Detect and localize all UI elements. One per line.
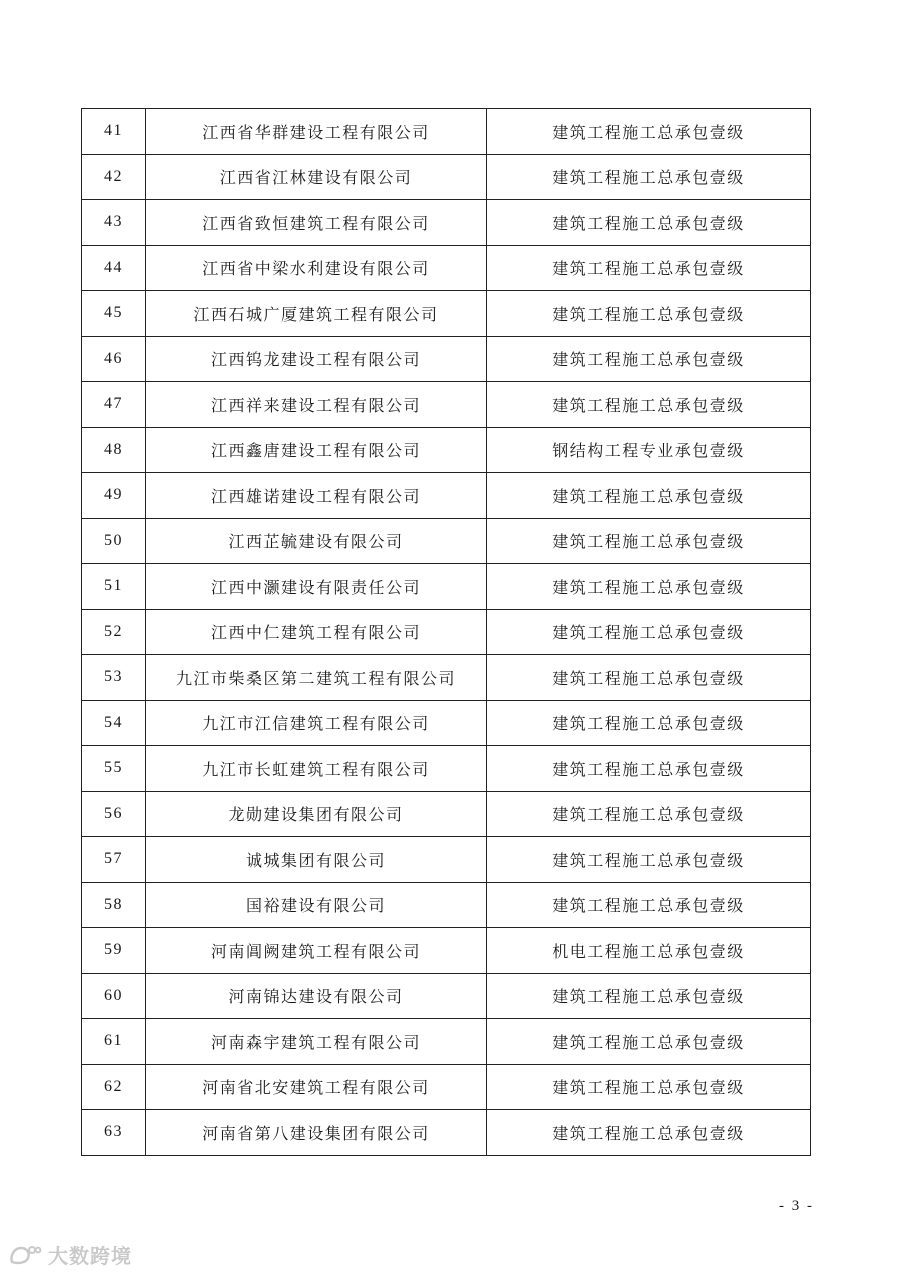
row-number: 47 [82,382,146,428]
company-name: 江西省华群建设工程有限公司 [146,109,487,155]
table-row [82,291,811,337]
table-row [82,245,811,291]
company-name: 江西芷毓建设有限公司 [146,518,487,564]
table-row [82,609,811,655]
page-number: - 3 - [779,1198,814,1214]
row-number: 56 [82,791,146,837]
row-number: 49 [82,473,146,519]
qualification-level: 建筑工程施工总承包壹级 [487,746,811,792]
row-number: 51 [82,564,146,610]
bubble-logo-icon [8,1244,42,1266]
company-qualification-table [81,108,811,1156]
row-number: 53 [82,655,146,701]
company-name: 江西省致恒建筑工程有限公司 [146,200,487,246]
qualification-level: 建筑工程施工总承包壹级 [487,473,811,519]
row-number: 63 [82,1110,146,1156]
company-name: 江西鑫唐建设工程有限公司 [146,427,487,473]
table-row [82,518,811,564]
qualification-level: 建筑工程施工总承包壹级 [487,609,811,655]
company-name: 九江市江信建筑工程有限公司 [146,700,487,746]
table-row [82,382,811,428]
table-row [82,473,811,519]
table-row [82,700,811,746]
company-name: 河南省第八建设集团有限公司 [146,1110,487,1156]
qualification-level: 建筑工程施工总承包壹级 [487,791,811,837]
company-name: 国裕建设有限公司 [146,882,487,928]
row-number: 42 [82,154,146,200]
table-row [82,791,811,837]
row-number: 43 [82,200,146,246]
table-row [82,1110,811,1156]
qualification-level: 建筑工程施工总承包壹级 [487,245,811,291]
qualification-level: 建筑工程施工总承包壹级 [487,1019,811,1065]
table-row [82,109,811,155]
qualification-level: 建筑工程施工总承包壹级 [487,973,811,1019]
row-number: 54 [82,700,146,746]
company-name: 江西祥来建设工程有限公司 [146,382,487,428]
company-name: 河南森宇建筑工程有限公司 [146,1019,487,1065]
company-name: 诚城集团有限公司 [146,837,487,883]
row-number: 52 [82,609,146,655]
company-name: 江西中仁建筑工程有限公司 [146,609,487,655]
watermark-text: 大数跨境 [48,1244,132,1268]
qualification-level: 建筑工程施工总承包壹级 [487,700,811,746]
qualification-level: 建筑工程施工总承包壹级 [487,336,811,382]
table-row [82,1019,811,1065]
row-number: 60 [82,973,146,1019]
qualification-level: 建筑工程施工总承包壹级 [487,109,811,155]
table-row [82,1064,811,1110]
row-number: 58 [82,882,146,928]
table-row [82,336,811,382]
qualification-level: 建筑工程施工总承包壹级 [487,564,811,610]
row-number: 57 [82,837,146,883]
row-number: 44 [82,245,146,291]
company-name: 江西省江林建设有限公司 [146,154,487,200]
qualification-level: 机电工程施工总承包壹级 [487,928,811,974]
company-name: 江西钨龙建设工程有限公司 [146,336,487,382]
qualification-level: 建筑工程施工总承包壹级 [487,291,811,337]
qualification-level: 建筑工程施工总承包壹级 [487,154,811,200]
company-name: 河南锦达建设有限公司 [146,973,487,1019]
qualification-level: 建筑工程施工总承包壹级 [487,1064,811,1110]
row-number: 50 [82,518,146,564]
table-row [82,564,811,610]
qualification-level: 建筑工程施工总承包壹级 [487,837,811,883]
qualification-level: 建筑工程施工总承包壹级 [487,882,811,928]
row-number: 55 [82,746,146,792]
row-number: 61 [82,1019,146,1065]
table-row [82,837,811,883]
row-number: 41 [82,109,146,155]
table-row [82,427,811,473]
row-number: 46 [82,336,146,382]
qualification-level: 建筑工程施工总承包壹级 [487,200,811,246]
company-name: 龙勋建设集团有限公司 [146,791,487,837]
company-name: 江西石城广厦建筑工程有限公司 [146,291,487,337]
row-number: 62 [82,1064,146,1110]
company-name: 江西雄诺建设工程有限公司 [146,473,487,519]
table-row [82,655,811,701]
table-row [82,154,811,200]
company-name: 江西中灏建设有限责任公司 [146,564,487,610]
company-name: 江西省中梁水利建设有限公司 [146,245,487,291]
row-number: 45 [82,291,146,337]
qualification-level: 建筑工程施工总承包壹级 [487,382,811,428]
qualification-level: 建筑工程施工总承包壹级 [487,518,811,564]
table-body [82,109,811,1156]
row-number: 59 [82,928,146,974]
watermark [8,1240,132,1269]
company-name: 河南阊阙建筑工程有限公司 [146,928,487,974]
company-name: 九江市柴桑区第二建筑工程有限公司 [146,655,487,701]
qualification-level: 建筑工程施工总承包壹级 [487,655,811,701]
qualification-level: 钢结构工程专业承包壹级 [487,427,811,473]
table-row [82,200,811,246]
qualification-level: 建筑工程施工总承包壹级 [487,1110,811,1156]
row-number: 48 [82,427,146,473]
company-name: 河南省北安建筑工程有限公司 [146,1064,487,1110]
table-row [82,928,811,974]
table-row [82,973,811,1019]
table-row [82,882,811,928]
table-row [82,746,811,792]
company-name: 九江市长虹建筑工程有限公司 [146,746,487,792]
